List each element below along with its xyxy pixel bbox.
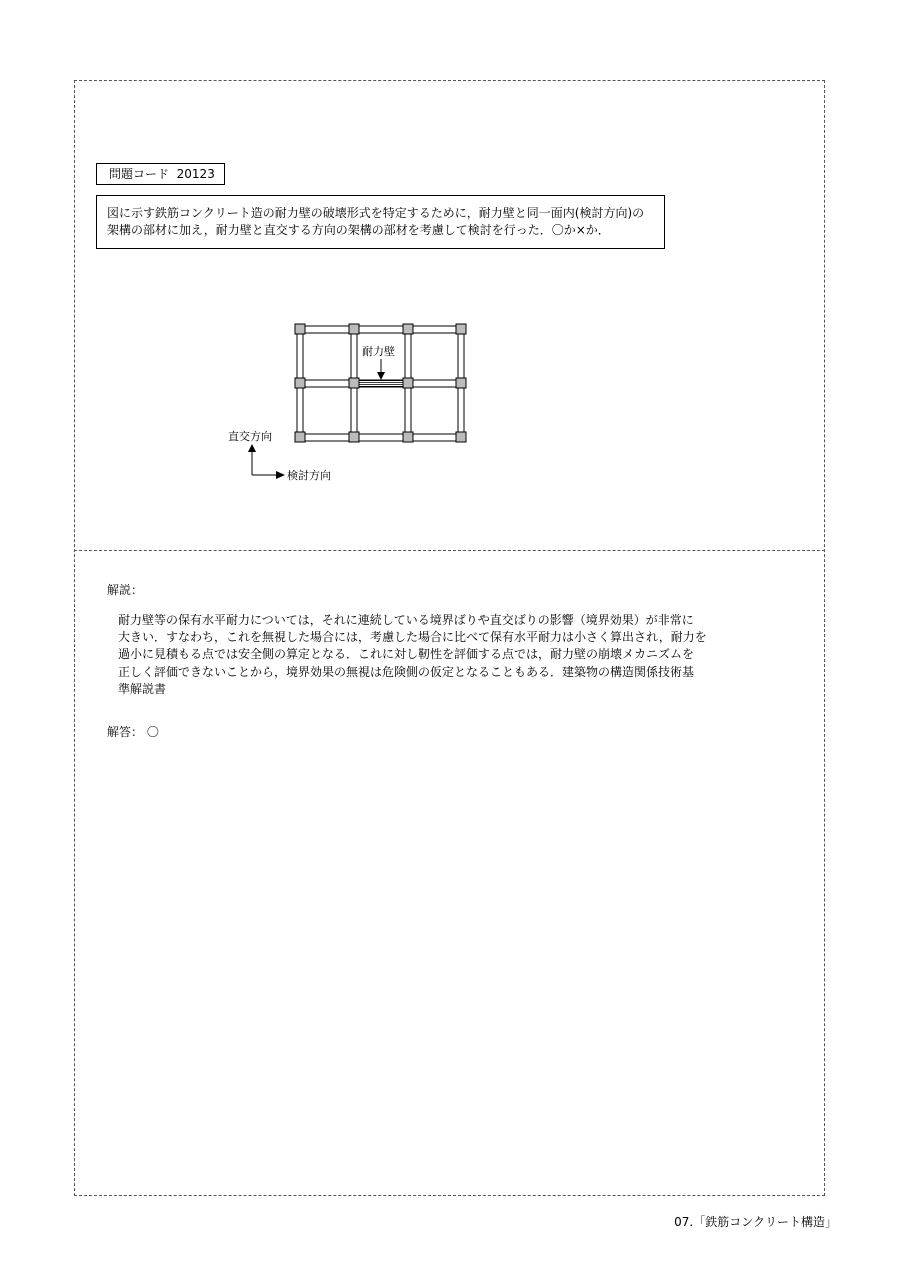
footer-chapter: 07.「鉄筋コンクリート構造」 <box>674 1215 837 1229</box>
problem-code-label: 問題コード <box>109 167 170 181</box>
answer-value: 〇 <box>146 725 159 739</box>
explanation-line: 耐力壁等の保有水平耐力については，それに連続している境界ばりや直交ばりの影響（境界効果）が非常に <box>118 613 694 627</box>
problem-code-box <box>96 163 225 185</box>
frame-diagram <box>210 310 490 500</box>
answer-row <box>107 724 159 740</box>
frame-diagram-svg <box>210 310 490 500</box>
wall-label: 耐力壁 <box>362 345 395 358</box>
orthogonal-arrowhead <box>248 444 256 452</box>
answer-label: 解答： <box>107 725 144 739</box>
examine-direction-label: 検討方向 <box>287 469 331 482</box>
examine-arrowhead <box>276 471 285 479</box>
explanation-body <box>118 612 708 698</box>
explanation-line: 過小に見積もる点では安全側の算定となる．これに対し靭性を評価する点では，耐力壁の崩壊メカニズムを <box>118 647 695 662</box>
question-line: 図に示す鉄筋コンクリート造の耐力壁の破壊形式を特定するために，耐力壁と同一面内(検討方向)の <box>107 206 645 220</box>
wall-pointer-arrowhead <box>377 372 385 380</box>
problem-code-value: 20123 <box>176 167 215 181</box>
explanation-line: 正しく評価できないことから，境界効果の無視は危険側の仮定となることもある．建築物の構造関係技術基 <box>118 664 695 679</box>
bearing-wall <box>357 381 405 387</box>
question-line: 架構の部材に加え，耐力壁と直交する方向の架構の部材を考慮して検討を行った．〇か×か． <box>107 223 610 237</box>
orthogonal-direction-label: 直交方向 <box>228 430 272 443</box>
question-box <box>96 195 665 249</box>
section-divider <box>74 550 825 551</box>
explanation-line: 大きい．すなわち，これを無視した場合には，考慮した場合に比べて保有水平耐力は小さく算出され，耐力を <box>118 630 707 645</box>
explanation-label: 解説： <box>107 583 144 597</box>
explanation-line: 準解説書 <box>118 681 167 696</box>
